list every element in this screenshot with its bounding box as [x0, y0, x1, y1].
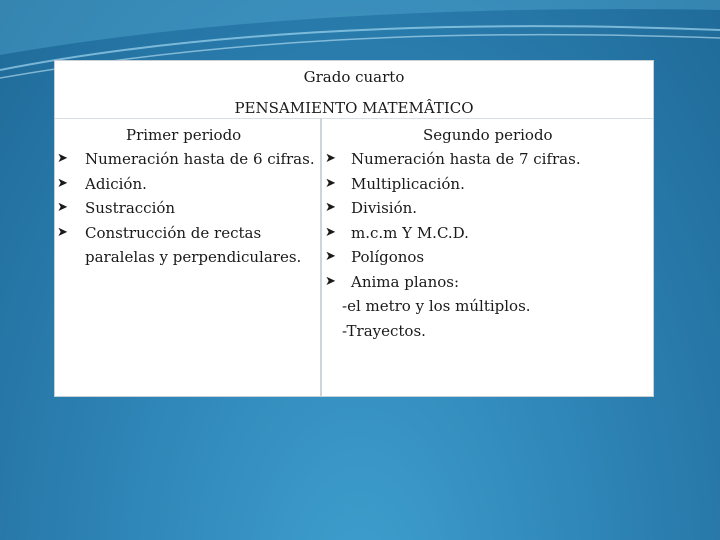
subject-title: PENSAMIENTO MATEMÂTICO — [234, 99, 474, 117]
first-period-column — [55, 123, 320, 270]
list-item-continuation: -el metro y los múltiplos. — [342, 297, 531, 315]
list-item: ➤ Anima planos: — [322, 270, 655, 295]
list-item: ➤ Construcción de rectas — [55, 221, 320, 246]
first-period-heading: Primer periodo — [126, 126, 242, 144]
second-period-heading: Segundo periodo — [423, 126, 553, 144]
arrow-right-icon: ➤ — [57, 200, 68, 215]
curriculum-table — [54, 60, 654, 397]
title-row — [55, 61, 653, 119]
arrow-right-icon: ➤ — [325, 200, 336, 215]
arrow-right-icon: ➤ — [325, 175, 336, 191]
list-item: ➤ Adición. — [55, 172, 320, 197]
list-item: ➤ Numeración hasta de 7 cifras. — [322, 147, 655, 172]
list-item: ➤ Multiplicación. — [322, 172, 655, 197]
list-item-continuation: -Trayectos. — [342, 321, 426, 340]
arrow-right-icon: ➤ — [325, 151, 336, 166]
list-item: ➤ m.c.m Y M.C.D. — [322, 221, 655, 246]
arrow-right-icon: ➤ — [325, 249, 336, 264]
list-item: ➤ Sustracción — [55, 196, 320, 221]
list-item: ➤ Polígonos — [322, 245, 655, 270]
arrow-right-icon: ➤ — [57, 175, 68, 191]
arrow-right-icon: ➤ — [325, 273, 336, 289]
list-item: ➤ División. — [322, 196, 655, 221]
arrow-right-icon: ➤ — [57, 151, 68, 166]
arrow-right-icon: ➤ — [57, 224, 68, 240]
second-period-column — [322, 123, 655, 343]
list-item-continuation: paralelas y perpendiculares. — [85, 248, 302, 266]
arrow-right-icon: ➤ — [325, 224, 336, 240]
list-item: ➤ Numeración hasta de 6 cifras. — [55, 147, 320, 172]
grade-title: Grado cuarto — [303, 68, 405, 86]
